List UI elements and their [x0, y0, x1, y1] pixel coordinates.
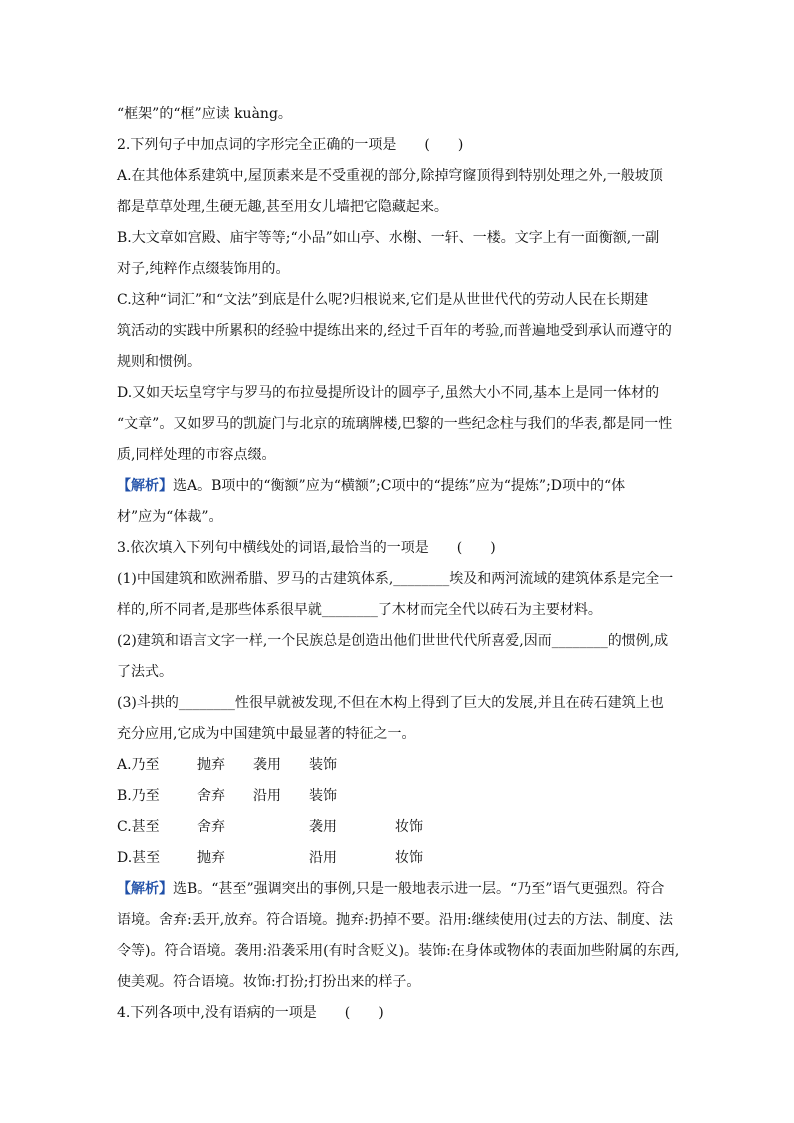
choice-label: D.甚至	[117, 850, 161, 866]
q3-sentence3-line2: 充分应用,它成为中国建筑中最显著的特征之一。	[117, 726, 416, 742]
q3-choice-b	[117, 781, 689, 812]
choice-word1: 舍弃	[197, 788, 225, 804]
q3-sentence3-line1: (3)斗拱的________性很早就被发现,不但在木构上得到了巨大的发展,并且在砖石建筑上也	[117, 695, 664, 711]
q3-analysis-text: 选B。“甚至”强调突出的事例,只是一般地表示进一层。“乃至”语气更强烈。符合	[173, 881, 665, 897]
q2-option-b-line1: B.大文章如宫殿、庙宇等等;“小品”如山亭、水榭、一轩、一楼。文字上有一面衡额,一副	[117, 230, 660, 246]
q2-analysis-line1	[117, 471, 689, 502]
choice-word3: 妆饰	[395, 819, 423, 835]
choice-word3: 装饰	[309, 788, 337, 804]
q3-sentence1-line1: (1)中国建筑和欧洲希腊、罗马的古建筑体系,________埃及和两河流域的建筑体系是完全一	[117, 571, 674, 587]
choice-word1: 抛弃	[197, 757, 225, 773]
q3-choice-d	[117, 843, 689, 874]
q3-stem: 3.依次填入下列句中横线处的词语,最恰当的一项是 ( )	[117, 540, 496, 556]
q2-option-d-line3: 质,同样处理的市容点缀。	[117, 447, 276, 463]
q2-option-c-line1: C.这种“词汇”和“文法”到底是什么呢?归根说来,它们是从世世代代的劳动人民在长期建	[117, 292, 649, 308]
choice-word1: 抛弃	[197, 850, 225, 866]
q3-sentence2-line1: (2)建筑和语言文字一样,一个民族总是创造出他们世世代代所喜爱,因而________的惯例,成	[117, 633, 669, 649]
choice-word2: 沿用	[309, 850, 337, 866]
q2-analysis-text: 选A。B项中的“衡额”应为“横额”;C项中的“提练”应为“提炼”;D项中的“体	[173, 478, 626, 494]
choice-label: A.乃至	[117, 757, 160, 773]
q2-option-b-line2: 对子,纯粹作点缀装饰用的。	[117, 261, 290, 277]
q3-sentence1-line2: 样的,所不同者,是那些体系很早就________了木材而完全代以砖石为主要材料。	[117, 602, 602, 618]
q3-analysis-line1	[117, 874, 689, 905]
q2-option-c-line2: 筑活动的实践中所累积的经验中提练出来的,经过千百年的考验,而普遍地受到承认而遵守的	[117, 323, 672, 339]
q3-analysis-line4: 使美观。符合语境。妆饰:打扮;打扮出来的样子。	[117, 974, 421, 990]
q2-option-a-line2: 都是草草处理,生硬无趣,甚至用女儿墙把它隐藏起来。	[117, 199, 448, 215]
choice-word3: 装饰	[309, 757, 337, 773]
choice-word1: 舍弃	[197, 819, 225, 835]
q3-analysis-line3: 令等)。符合语境。袭用:沿袭采用(有时含贬义)。装饰:在身体或物体的表面加些附属的东西,	[117, 943, 680, 959]
choice-word2: 袭用	[253, 757, 281, 773]
choice-word3: 妆饰	[395, 850, 423, 866]
choice-label: B.乃至	[117, 788, 160, 804]
analysis-label: 【解析】	[117, 478, 173, 494]
q2-option-d-line1: D.又如天坛皇穹宇与罗马的布拉曼提所设计的圆亭子,虽然大小不同,基本上是同一体材的	[117, 385, 660, 401]
choice-word2: 沿用	[253, 788, 281, 804]
q3-analysis-line2: 语境。舍弃:丢开,放弃。符合语境。抛弃:扔掉不要。沿用:继续使用(过去的方法、制度、法	[117, 912, 674, 928]
q3-choice-a	[117, 750, 689, 781]
intro-line: “框架”的“框”应读 kuàng。	[117, 106, 292, 122]
q3-choice-c	[117, 812, 689, 843]
choice-word2: 袭用	[309, 819, 337, 835]
document-page	[117, 99, 689, 1029]
analysis-label: 【解析】	[117, 881, 173, 897]
q4-stem: 4.下列各项中,没有语病的一项是 ( )	[117, 1005, 384, 1021]
q2-option-c-line3: 规则和惯例。	[117, 354, 201, 370]
q2-option-d-line2: “文章”。又如罗马的凯旋门与北京的琉璃牌楼,巴黎的一些纪念柱与我们的华表,都是同一性	[117, 416, 673, 432]
q2-option-a-line1: A.在其他体系建筑中,屋顶素来是不受重视的部分,除掉穹窿顶得到特别处理之外,一般坡顶	[117, 168, 663, 184]
q3-sentence2-line2: 了法式。	[117, 664, 173, 680]
choice-label: C.甚至	[117, 819, 160, 835]
q2-analysis-line2: 材”应为“体裁”。	[117, 509, 223, 525]
q2-stem: 2.下列句子中加点词的字形完全正确的一项是 ( )	[117, 137, 464, 153]
